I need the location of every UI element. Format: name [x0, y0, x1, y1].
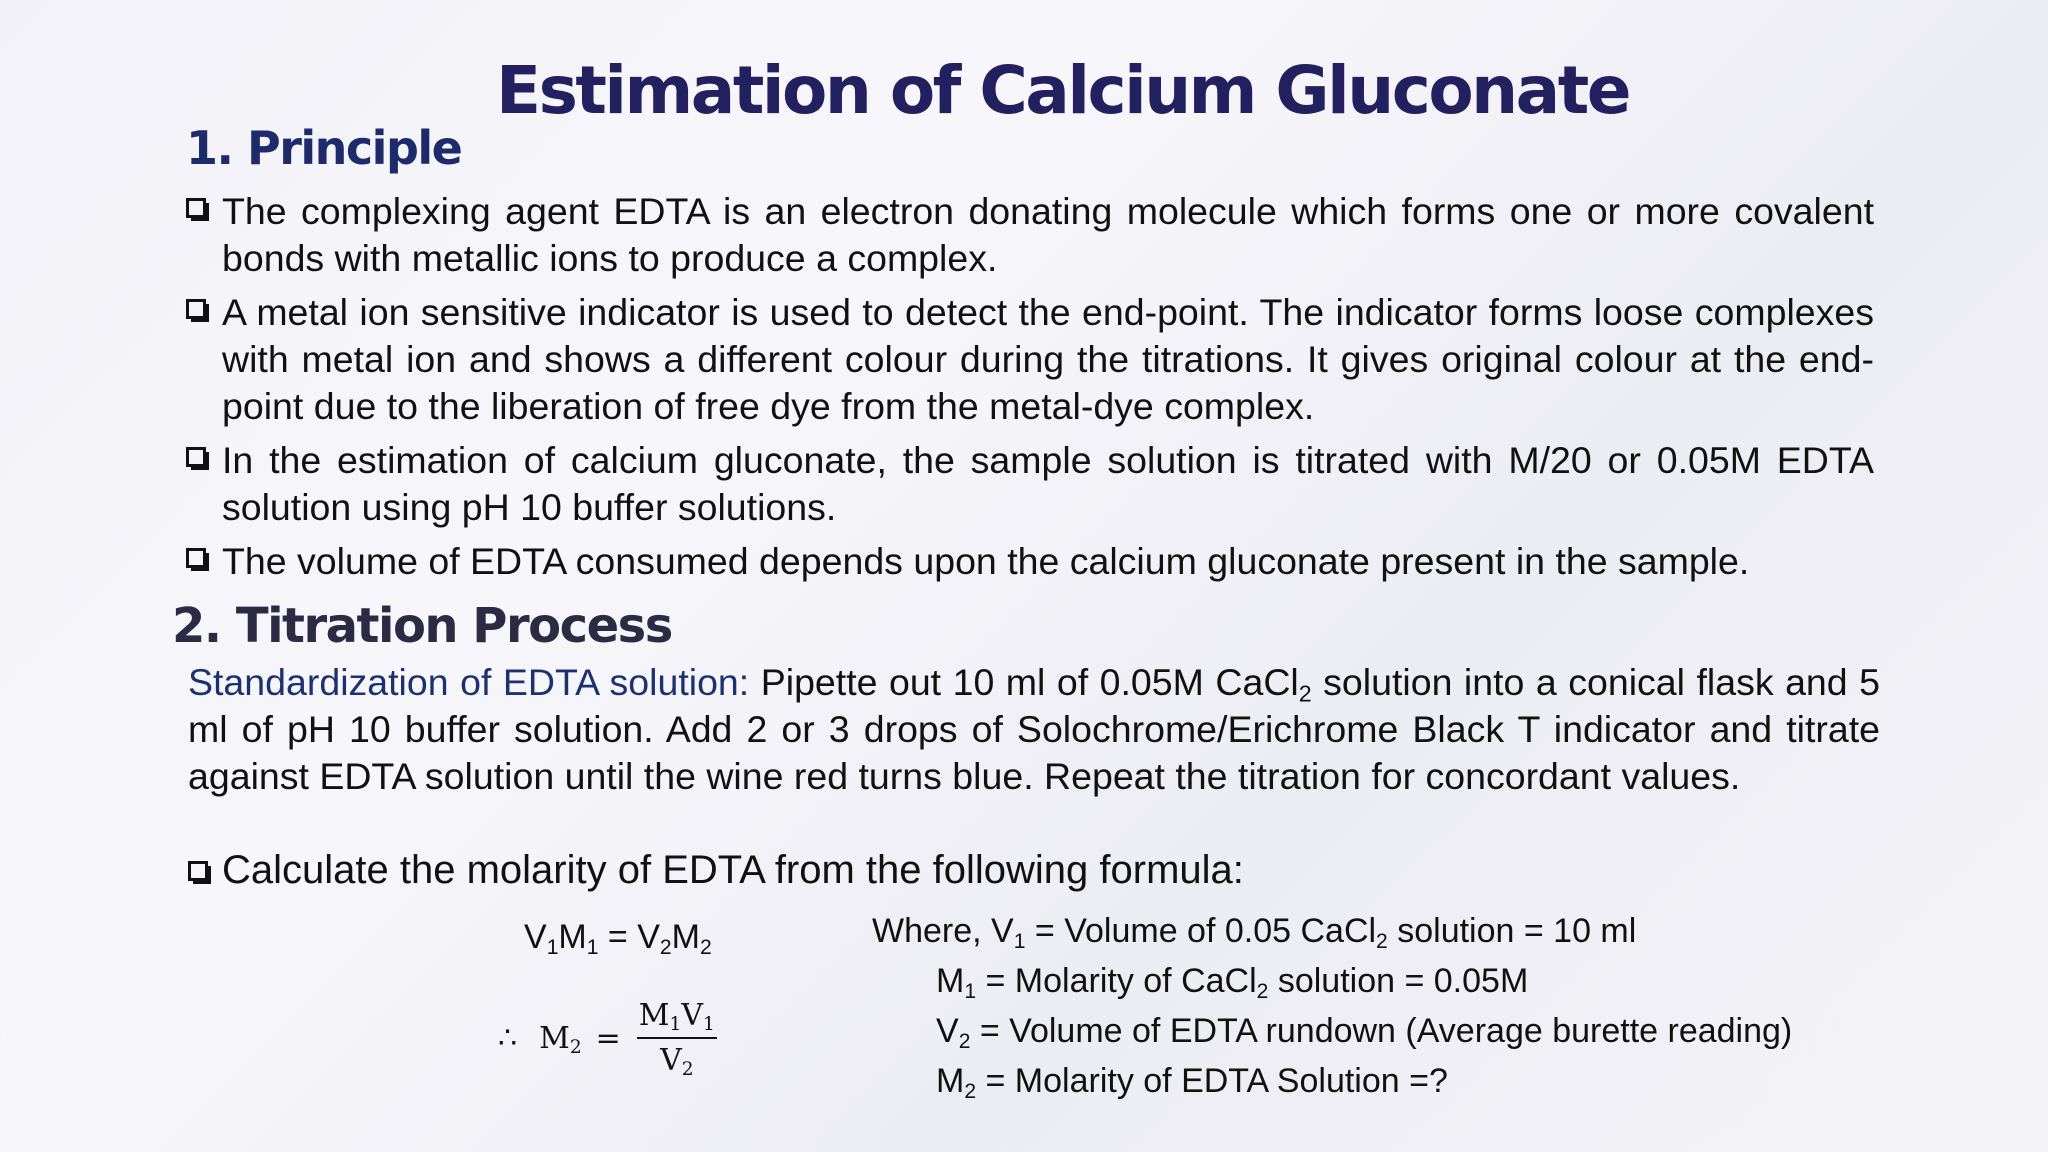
equals-sign: = [595, 1020, 621, 1056]
titration-heading: 2. Titration Process [172, 598, 672, 654]
principle-bullet [186, 538, 1874, 585]
subscript: 2 [958, 1029, 971, 1053]
definition-m2 [872, 1056, 1792, 1106]
definition-text: solution = 10 ml [1387, 912, 1637, 950]
m2-formula [498, 998, 717, 1081]
subscript: 2 [1376, 929, 1388, 953]
formula-symbol: = V [598, 918, 660, 956]
definition-v1 [872, 906, 1792, 956]
therefore-icon: ∴ [498, 1020, 518, 1056]
definition-text: M [936, 1062, 965, 1100]
formula-symbol: M [671, 918, 700, 956]
standardization-text: Pipette out 10 ml of 0.05M CaCl [749, 661, 1299, 703]
subscript: 2 [569, 1036, 582, 1058]
definition-text: = Volume of EDTA rundown (Average burette reading) [970, 1012, 1793, 1050]
formula-symbol: V [524, 918, 547, 956]
definition-text: solution = 0.05M [1268, 962, 1529, 1000]
formula-symbol: M [539, 1020, 570, 1056]
subscript: 2 [681, 1059, 694, 1081]
formula-symbol: V [681, 998, 704, 1033]
subscript: 2 [1298, 680, 1312, 707]
checkbox-bullet-icon [186, 548, 206, 568]
definition-text: V [936, 1012, 959, 1050]
subscript: 1 [586, 935, 599, 959]
definition-m1 [872, 956, 1792, 1006]
formula-symbol: V [660, 1043, 682, 1078]
definition-text: = Molarity of CaCl [976, 962, 1257, 1000]
formula-symbol: M [558, 918, 587, 956]
standardization-paragraph [188, 659, 1880, 800]
definition-text: = Volume of 0.05 CaCl [1025, 912, 1377, 950]
principle-bullet-text: The volume of EDTA consumed depends upon the calcium gluconate present in the sample. [222, 540, 1750, 582]
fraction-numerator [637, 998, 717, 1039]
principle-bullet-text: A metal ion sensitive indicator is used to detect the end-point. The indicator forms loose complexes with metal ion and shows a different colour during the titrations. It gives original colour at the end-point due to the liberation of free dye from the metal-dye complex. [222, 291, 1874, 427]
formula-symbol [539, 1021, 582, 1056]
where-definitions [872, 906, 1792, 1106]
subscript: 2 [1256, 979, 1269, 1003]
subscript: 1 [703, 1014, 715, 1036]
principle-bullet-list [186, 188, 1874, 592]
checkbox-bullet-icon [188, 861, 208, 881]
subscript: 1 [964, 979, 977, 1003]
definition-v2 [872, 1006, 1792, 1056]
principle-bullet [186, 437, 1874, 531]
definition-text: M [936, 962, 965, 1000]
subscript: 2 [659, 935, 672, 959]
subscript: 2 [964, 1079, 977, 1103]
fraction [637, 998, 717, 1081]
fraction-denominator [660, 1039, 694, 1081]
definition-text: Where, V [872, 912, 1014, 950]
slide-title: Estimation of Calcium Gluconate [495, 52, 1630, 129]
checkbox-bullet-icon [186, 447, 206, 467]
principle-bullet-text: The complexing agent EDTA is an electron donating molecule which forms one or more covalent bonds with metallic ions to produce a complex. [222, 190, 1874, 279]
subscript: 1 [669, 1014, 682, 1036]
checkbox-bullet-icon [186, 299, 206, 319]
calculation-bullet [188, 848, 1244, 893]
subscript: 2 [699, 935, 712, 959]
formula-symbol: M [638, 998, 670, 1033]
definition-text: = Molarity of EDTA Solution =? [976, 1062, 1448, 1100]
calculation-text: Calculate the molarity of EDTA from the following formula: [222, 848, 1244, 892]
subscript: 1 [546, 935, 559, 959]
subscript: 1 [1013, 929, 1026, 953]
principle-heading: 1. Principle [186, 121, 462, 175]
principle-bullet-text: In the estimation of calcium gluconate, the sample solution is titrated with M/20 or 0.05M EDTA solution using pH 10 buffer solutions. [222, 439, 1874, 528]
checkbox-bullet-icon [186, 198, 206, 218]
standardization-text: solution into a conical flask and 5 ml of pH 10 buffer solution. Add 2 or 3 drops of Solochrome/Erichrome Black T indicator and titrate against EDTA solution until the wine red turns blue. Repeat the titration for concordant values. [188, 661, 1881, 797]
principle-bullet [186, 188, 1874, 282]
molarity-equation [524, 918, 712, 957]
principle-bullet [186, 289, 1874, 430]
standardization-label: Standardization of EDTA solution: [188, 661, 750, 703]
